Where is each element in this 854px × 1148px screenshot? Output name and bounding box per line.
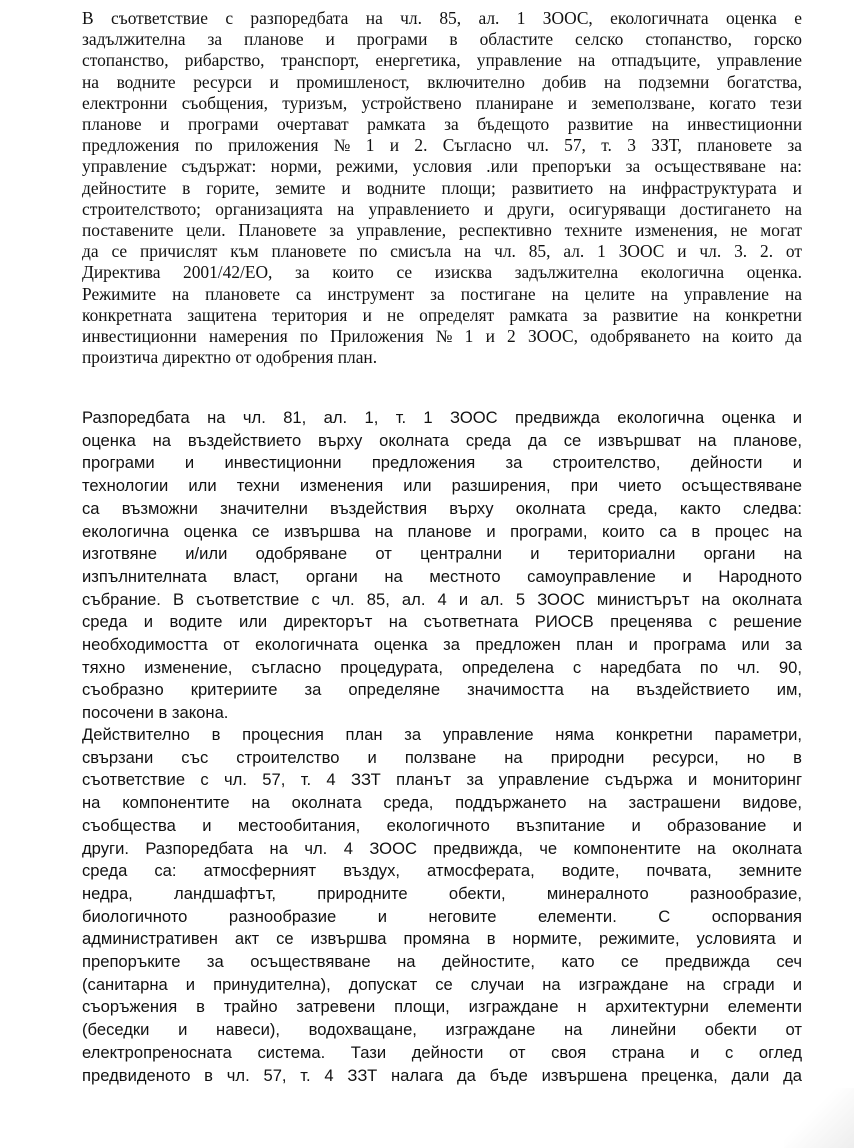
text-line: програми и инвестиционни предложения за строителство, дейности и xyxy=(82,453,802,473)
text-line: на водните ресурси и промишленост, включително добив на подземни богатства, xyxy=(82,71,802,92)
text-line: свързани със строителство и ползване на природни ресурси, но в xyxy=(82,747,802,767)
text-line: (беседки и навеси), водохващане, изграждане на линейни обекти от xyxy=(82,1020,802,1040)
text-line: среда са: атмосферният въздух, атмосферата, водите, почвата, земните xyxy=(82,861,802,881)
text-line: електропреносната система. Тази дейности от своя страна и с оглед xyxy=(82,1042,802,1062)
text-line: изпълнителната власт, органи на местното самоуправление и Народното xyxy=(82,566,802,586)
text-line: на компонентите на околната среда, поддържането на застрашени видове, xyxy=(82,793,802,813)
text-line: препоръките за осъществяване на дейностите, като се предвижда сеч xyxy=(82,952,802,972)
text-line: конкретната защитена територия и не определят рамката за развитие на конкретни xyxy=(82,304,802,325)
text-line: тяхно изменение, съгласно процедурата, определена с наредбата по чл. 90, xyxy=(82,657,802,677)
text-line: задължителна за планове и програми в областите селско стопанство, горско xyxy=(82,29,802,50)
text-line: Разпоредбата на чл. 81, ал. 1, т. 1 ЗООС предвижда екологична оценка и xyxy=(82,408,803,427)
page-corner-shadow xyxy=(784,1088,854,1148)
text-line: оценка на въздействието върху околната среда да се извършват на планове, xyxy=(82,430,803,450)
text-line: необходимостта от екологичната оценка за предложен план и програма или за xyxy=(82,635,802,655)
text-line: (санитарна и принудителна), допускат се случаи на изграждане на сгради и xyxy=(82,974,802,994)
text-line: са възможни значителни въздействия върху околната среда, както следва: xyxy=(82,498,802,518)
text-line: технологии или техни изменения или разширения, при чието осъществяване xyxy=(82,476,802,496)
text-line: съобщества и местообитания, екологичното възпитание и образование и xyxy=(82,815,802,835)
text-line: дейностите в горите, земите и водните площи; развитието на инфраструктурата и xyxy=(82,177,802,198)
paragraph-environmental-assessment xyxy=(82,8,802,368)
text-line: други. Разпоредбата на чл. 4 ЗООС предвижда, че компонентите на околната xyxy=(82,838,802,858)
text-line: Режимите на плановете са инструмент за постигане на целите на управление на xyxy=(82,283,802,304)
text-line: недра, ландшафтът, природните обекти, минералното разнообразие, xyxy=(82,883,802,903)
text-line: съответствие с чл. 57, т. 4 ЗЗТ планът за управление съдържа и мониторинг xyxy=(82,770,802,790)
text-line: поставените цели. Плановете за управление, респективно техните изменения, не могат xyxy=(82,220,802,241)
text-line: предвиденото в чл. 57, т. 4 ЗЗТ налага да бъде извършена преценка, дали да xyxy=(82,1065,802,1085)
text-line: биологичното разнообразие и неговите елементи. С оспорвания xyxy=(82,906,802,926)
text-line: предложения по приложения № 1 и 2. Съгласно чл. 57, т. 3 ЗЗТ, плановете за xyxy=(82,135,803,156)
text-line: административен акт се извършва промяна в нормите, режимите, условията и xyxy=(82,929,802,949)
text-line: В съответствие с разпоредбата на чл. 85, ал. 1 ЗООС, екологичната оценка е xyxy=(82,8,802,28)
text-line: Действително в процесния план за управление няма конкретни параметри, xyxy=(82,725,802,744)
text-line: среда и водите или директорът на съответната РИОСВ преценява с решение xyxy=(82,612,802,632)
text-line: електронни съобщения, туризъм, устройствено планиране и земеползване, когато тези xyxy=(82,92,802,113)
paragraph-article-81 xyxy=(82,407,802,725)
text-line: посочени в закона. xyxy=(82,703,229,723)
text-line: управление съдържат: норми, режими, условия .или препоръки за осъществяване на: xyxy=(82,156,802,177)
text-line: съобразно критериите за определяне значимостта на въздействието им, xyxy=(82,680,802,700)
text-line: планове и програми очертават рамката за бъдещото развитие на инвестиционни xyxy=(82,114,802,135)
text-line: събрание. В съответствие с чл. 85, ал. 4 и ал. 5 ЗООС министърът на околната xyxy=(82,589,802,609)
text-line: съоръжения в трайно затревени площи, изграждане н архитектурни елементи xyxy=(82,997,802,1017)
text-line: Директива 2001/42/ЕО, за които се изисква задължителна екологична оценка. xyxy=(82,262,802,283)
text-line: изготвяне и/или одобряване от централни и териториални органи на xyxy=(82,544,802,564)
text-line: инвестиционни намерения по Приложения № 1 и 2 ЗООС, одобряването на които да xyxy=(82,326,803,347)
text-line: произтича директно от одобрения план. xyxy=(82,347,378,368)
paragraph-management-plan xyxy=(82,724,802,1087)
text-line: строителството; организацията на управлението и други, осигуряващи достигането на xyxy=(82,198,802,219)
text-line: да се причислят към плановете по смисъла на чл. 85, ал. 1 ЗООС и чл. 3. 2. от xyxy=(82,241,802,262)
text-line: екологична оценка се извършва на планове и програми, които са в процес на xyxy=(82,521,802,541)
text-line: стопанство, рибарство, транспорт, енергетика, управление на отпадъците, управление xyxy=(82,50,802,71)
